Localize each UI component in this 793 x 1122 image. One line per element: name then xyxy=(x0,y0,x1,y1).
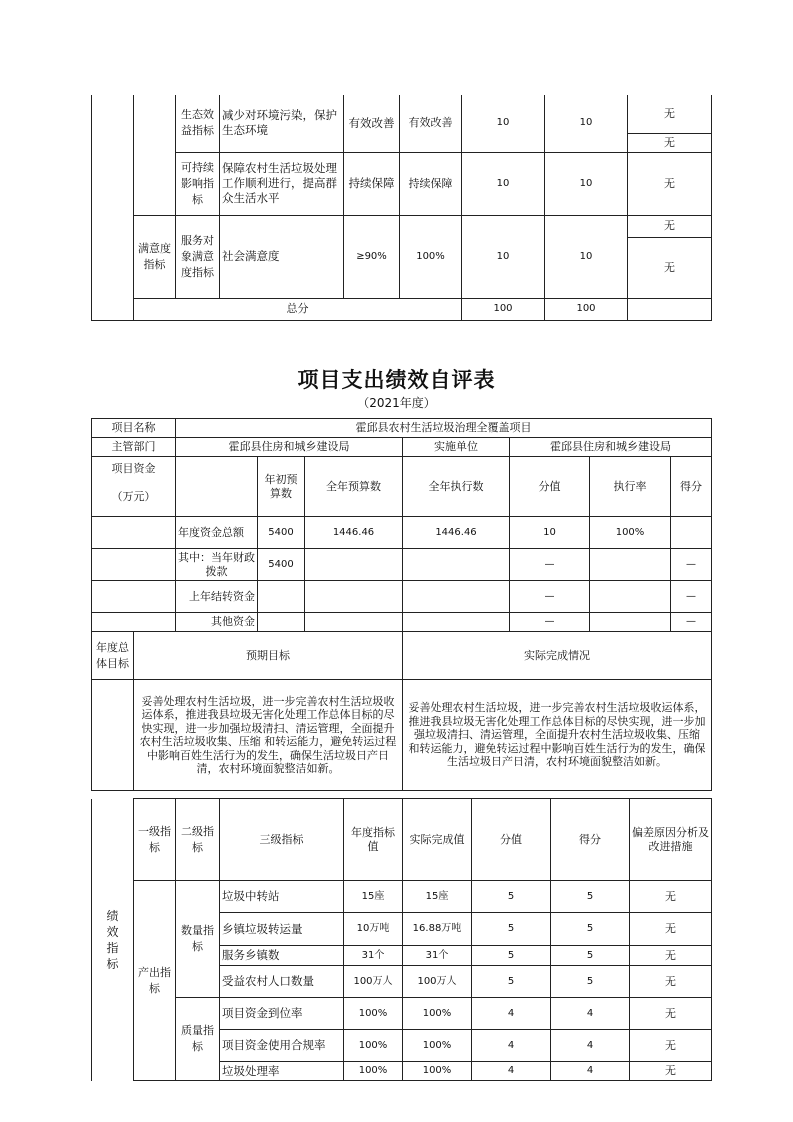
funds-row-label: 其他资金 xyxy=(176,613,258,632)
project-name-label: 项目名称 xyxy=(92,419,176,438)
expected-goal-header: 预期目标 xyxy=(134,632,403,680)
impl-label: 实施单位 xyxy=(403,438,510,457)
funds-row-label: 年度资金总额 xyxy=(176,517,258,549)
level2-cell: 生态效益指标 xyxy=(176,95,220,152)
indicator-actual: 100% xyxy=(403,1062,472,1081)
total-label: 总分 xyxy=(134,298,462,320)
funds-header: 年初预算数 xyxy=(258,457,305,517)
indicator-score-value: 5 xyxy=(472,913,551,946)
funds-annual-budget: 1446.46 xyxy=(305,517,403,549)
indicator-target: 100% xyxy=(344,1030,403,1062)
total-score-value: 100 xyxy=(462,298,545,320)
funds-header: 全年预算数 xyxy=(305,457,403,517)
indicator-remark: 无 xyxy=(630,998,712,1030)
funds-row-blank xyxy=(92,581,176,613)
indicator-actual: 31个 xyxy=(403,946,472,966)
score-cell: 10 xyxy=(545,95,628,152)
level3-cell: 保障农村生活垃圾处理工作顺利进行，提高群众生活水平 xyxy=(220,152,344,215)
funds-initial: 5400 xyxy=(258,517,305,549)
page-subtitle: （2021年度） xyxy=(357,396,436,410)
indicator-score: 4 xyxy=(551,998,630,1030)
level1-cell: 满意度指标 xyxy=(134,215,176,298)
col-header: 偏差原因分析及改进措施 xyxy=(630,799,712,881)
dept-label: 主管部门 xyxy=(92,438,176,457)
indicator-remark: 无 xyxy=(630,966,712,998)
goal-blank xyxy=(92,680,134,791)
indicator-actual: 16.88万吨 xyxy=(403,913,472,946)
col-header: 实际完成值 xyxy=(403,799,472,881)
indicator-remark: 无 xyxy=(630,1030,712,1062)
indicator-score-value: 4 xyxy=(472,998,551,1030)
indicator-actual: 100% xyxy=(403,1030,472,1062)
indicator-name: 垃圾中转站 xyxy=(220,881,344,913)
funds-header: 得分 xyxy=(671,457,712,517)
output-indicator-label: 产出指标 xyxy=(134,881,176,1081)
section-column xyxy=(92,95,134,320)
indicator-target: 100% xyxy=(344,998,403,1030)
funds-score: — xyxy=(671,581,712,613)
funds-score-value: — xyxy=(510,613,590,632)
page-title: 项目支出绩效自评表 xyxy=(297,367,496,392)
funds-annual-budget xyxy=(305,581,403,613)
indicator-target: 10万吨 xyxy=(344,913,403,946)
indicator-name: 垃圾处理率 xyxy=(220,1062,344,1081)
indicator-remark: 无 xyxy=(630,1062,712,1081)
funds-score: — xyxy=(671,549,712,581)
level1-cell xyxy=(134,95,176,215)
funds-row-label: 其中：当年财政拨款 xyxy=(176,549,258,581)
self-evaluation-table xyxy=(91,418,712,791)
target-cell: 持续保障 xyxy=(344,152,400,215)
dept-value: 霍邱县住房和城乡建设局 xyxy=(176,438,403,457)
total-remark xyxy=(628,298,712,320)
quantity-indicator-label: 数量指标 xyxy=(176,881,220,998)
col-header: 得分 xyxy=(551,799,630,881)
col-header: 一级指标 xyxy=(134,799,176,881)
level3-cell: 社会满意度 xyxy=(220,215,344,298)
indicator-actual: 15座 xyxy=(403,881,472,913)
score-value-cell: 10 xyxy=(462,215,545,298)
score-cell: 10 xyxy=(545,152,628,215)
funds-rate xyxy=(590,613,671,632)
performance-indicator-text: 绩效指标 xyxy=(106,908,119,971)
indicator-score-value: 4 xyxy=(472,1062,551,1081)
funds-blank-header xyxy=(176,457,258,517)
indicator-score-value: 4 xyxy=(472,1030,551,1062)
actual-cell: 持续保障 xyxy=(400,152,462,215)
funds-header: 全年执行数 xyxy=(403,457,510,517)
indicator-score: 5 xyxy=(551,881,630,913)
indicator-target: 31个 xyxy=(344,946,403,966)
funds-row-blank xyxy=(92,517,176,549)
col-header: 三级指标 xyxy=(220,799,344,881)
funds-rate: 100% xyxy=(590,517,671,549)
quality-indicator-label: 质量指标 xyxy=(176,998,220,1081)
remark-cell: 无 xyxy=(628,133,712,152)
annual-goal-label: 年度总体目标 xyxy=(92,632,134,680)
funds-score-value: 10 xyxy=(510,517,590,549)
continued-indicator-table xyxy=(91,95,712,321)
target-cell: ≥90% xyxy=(344,215,400,298)
funds-header: 分值 xyxy=(510,457,590,517)
funds-executed xyxy=(403,613,510,632)
indicator-name: 乡镇垃圾转运量 xyxy=(220,913,344,946)
level2-cell: 可持续影响指标 xyxy=(176,152,220,215)
remark-cell: 无 xyxy=(628,215,712,237)
funds-annual-budget xyxy=(305,613,403,632)
remark-cell: 无 xyxy=(628,237,712,298)
actual-result-header: 实际完成情况 xyxy=(403,632,712,680)
indicator-score-value: 5 xyxy=(472,881,551,913)
funds-rate xyxy=(590,581,671,613)
funds-annual-budget xyxy=(305,549,403,581)
score-cell: 10 xyxy=(545,215,628,298)
level2-cell: 服务对象满意度指标 xyxy=(176,215,220,298)
impl-value: 霍邱县住房和城乡建设局 xyxy=(510,438,712,457)
indicator-remark: 无 xyxy=(630,946,712,966)
col-header: 年度指标值 xyxy=(344,799,403,881)
funds-executed: 1446.46 xyxy=(403,517,510,549)
funds-executed xyxy=(403,581,510,613)
funds-initial xyxy=(258,581,305,613)
expected-goal-text: 妥善处理农村生活垃圾，进一步完善农村生活垃圾收运体系，推进我县垃圾无害化处理工作总体目标的尽快实现，进一步加强垃圾清扫、清运管理，全面提升农村生活垃圾收集、压缩 和转运能力，避免转运过程中影响百姓生活行为的发生，确保生活垃圾日产日清，农村环境面貌整洁如新。 xyxy=(134,680,403,791)
indicator-target: 100万人 xyxy=(344,966,403,998)
indicator-name: 受益农村人口数量 xyxy=(220,966,344,998)
actual-cell: 有效改善 xyxy=(400,95,462,152)
performance-indicator-label xyxy=(92,799,134,1081)
performance-indicator-table xyxy=(91,798,712,1081)
indicator-score: 4 xyxy=(551,1062,630,1081)
indicator-score: 5 xyxy=(551,913,630,946)
indicator-remark: 无 xyxy=(630,913,712,946)
indicator-actual: 100万人 xyxy=(403,966,472,998)
funds-score-value: — xyxy=(510,581,590,613)
indicator-remark: 无 xyxy=(630,881,712,913)
funds-row-blank xyxy=(92,549,176,581)
project-name-value: 霍邱县农村生活垃圾治理全覆盖项目 xyxy=(176,419,712,438)
funds-initial xyxy=(258,613,305,632)
funds-initial: 5400 xyxy=(258,549,305,581)
target-cell: 有效改善 xyxy=(344,95,400,152)
col-header: 二级指标 xyxy=(176,799,220,881)
indicator-score: 4 xyxy=(551,1030,630,1062)
indicator-name: 服务乡镇数 xyxy=(220,946,344,966)
col-header: 分值 xyxy=(472,799,551,881)
funds-unit: （万元） xyxy=(111,490,156,503)
indicator-target: 15座 xyxy=(344,881,403,913)
indicator-actual: 100% xyxy=(403,998,472,1030)
indicator-score: 5 xyxy=(551,946,630,966)
score-value-cell: 10 xyxy=(462,95,545,152)
actual-result-text: 妥善处理农村生活垃圾，进一步完善农村生活垃圾收运体系，推进我县垃圾无害化处理工作总体目标的尽快实现，进一步加强垃圾清扫、清运管理，全面提升农村生活垃圾收集、压缩 和转运能力，避免转运过程中影响百姓生活行为的发生，确保生活垃圾日产日清，农村环境面貌整洁如新。 xyxy=(403,680,712,791)
actual-cell: 100% xyxy=(400,215,462,298)
funds-row-blank xyxy=(92,613,176,632)
remark-cell: 无 xyxy=(628,95,712,133)
funds-header: 执行率 xyxy=(590,457,671,517)
indicator-score: 5 xyxy=(551,966,630,998)
funds-score xyxy=(671,517,712,549)
funds-score: — xyxy=(671,613,712,632)
indicator-target: 100% xyxy=(344,1062,403,1081)
indicator-score-value: 5 xyxy=(472,946,551,966)
funds-rate xyxy=(590,549,671,581)
funds-executed xyxy=(403,549,510,581)
indicator-name: 项目资金到位率 xyxy=(220,998,344,1030)
total-score: 100 xyxy=(545,298,628,320)
funds-row-label: 上年结转资金 xyxy=(176,581,258,613)
indicator-name: 项目资金使用合规率 xyxy=(220,1030,344,1062)
funds-label-cell xyxy=(92,457,176,517)
funds-label: 项目资金 xyxy=(111,462,156,475)
funds-score-value: — xyxy=(510,549,590,581)
level3-cell: 减少对环境污染，保护生态环境 xyxy=(220,95,344,152)
indicator-score-value: 5 xyxy=(472,966,551,998)
score-value-cell: 10 xyxy=(462,152,545,215)
remark-cell: 无 xyxy=(628,152,712,215)
